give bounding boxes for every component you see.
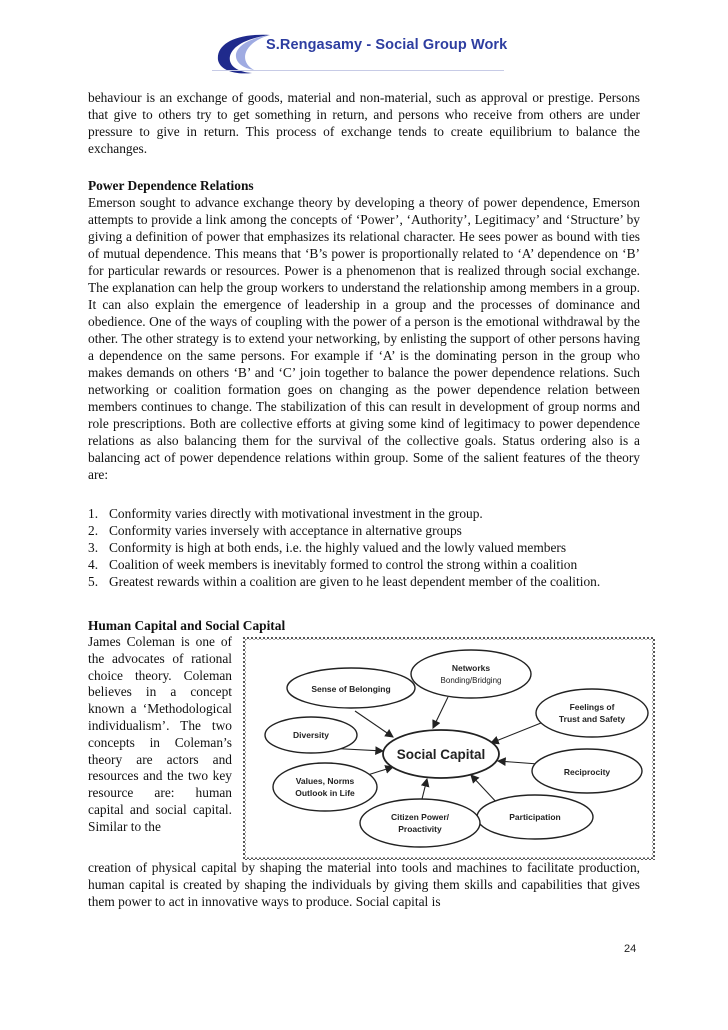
- node-citizen-label-2: Proactivity: [398, 824, 442, 834]
- arrow-reciprocity: [498, 761, 538, 764]
- list-item-text: Conformity varies directly with motivational investment in the group.: [109, 506, 483, 521]
- list-item-text: Conformity varies inversely with acceptance in alternative groups: [109, 523, 462, 538]
- coleman-paragraph: James Coleman is one of the advocates of rational choice theory. Coleman believes in a concept known a ‘Methodological individualism’. The two concepts in Coleman’s theory are actors and resources and the two key resource are: human capital and social capital. Similar to the: [88, 634, 232, 834]
- node-citizen-label-1: Citizen Power/: [390, 812, 450, 822]
- page-number: 24: [624, 943, 637, 955]
- node-social-capital-label: Social Capital: [396, 747, 486, 762]
- arrow-feelings: [491, 723, 541, 743]
- list-item: [88, 505, 640, 522]
- list-item-number: 3.: [88, 540, 99, 555]
- node-values-norms: [273, 763, 377, 811]
- node-feelings-trust-safety: [536, 689, 648, 737]
- list-item: [88, 556, 640, 573]
- human-capital-continuation: creation of physical capital by shaping the material into tools and machines to facilitate production, human capital is created by shaping the individuals by giving them skills and capabilities that gives them power to act in innovative ways to produce. Social capital is: [88, 860, 640, 909]
- list-item-text: Conformity is high at both ends, i.e. the highly valued and the lowly valued members: [109, 540, 567, 555]
- list-item-text: Coalition of week members is inevitably formed to control the strong within a coalition: [109, 557, 578, 572]
- list-item-number: 2.: [88, 523, 99, 538]
- list-item: [88, 522, 640, 539]
- node-citizen-power: [360, 799, 480, 847]
- node-feelings-label-1: Feelings of: [569, 702, 615, 712]
- list-item: [88, 573, 640, 590]
- intro-paragraph: behaviour is an exchange of goods, material and non-material, such as approval or prestige. Persons that give to others try to get something in return, and persons who receive from others are under pressure to give in return. This process of exchange tends to create equilibrium to balance the exchanges.: [88, 90, 640, 156]
- header-rule: [212, 70, 504, 71]
- power-dependence-paragraph: Emerson sought to advance exchange theory by developing a theory of power dependence, Emerson attempts to provide a link among the concepts of ‘Power’, ‘Authority’, Legitimacy’ and ‘Structure’ by giving a definition of power that emphasizes its relational character. He sees power as bound with ties of mutual dependence. This means that ‘B’s power is proportionally related to ‘A’ dependence on ‘B’ for particular rewards or resources. Power is a phenomenon that is realized through social exchange. The explanation can help the group workers to understand the relationship among members in a group. It can also explain the emergence of leadership in a group and the processes of dominance and obedience. One of the ways of coupling with the power of a person is the emotional withdrawal by the other. The other strategy is to extend your networking, by enlisting the support of other persons having a dependence on the same persons. For example if ‘A’ is the dominating person in the group who makes demands on others ‘B’ and ‘C’ join together to balance the power dependence relations. Such networking or coalition formation goes on changing as the power dependence relation between members continues to change. The stabilization of this can result in development of group norms and role prescriptions. Both are collective efforts at giving some kind of legitimacy to power dependence relations as also balancing them for the survival of the collective goals. Status ordering also is a balancing act of power dependence relations within group. Some of the salient features of the theory are:: [88, 195, 640, 482]
- heading-human-social-capital: Human Capital and Social Capital: [88, 618, 286, 633]
- node-networks-label: Networks: [451, 663, 491, 673]
- node-feelings-label-2: Trust and Safety: [558, 714, 626, 724]
- node-reciprocity-label: Reciprocity: [563, 767, 611, 777]
- node-networks-sub-label: Bonding/Bridging: [440, 676, 502, 685]
- heading-power-dependence: Power Dependence Relations: [88, 178, 254, 193]
- list-item: [88, 539, 640, 556]
- list-item-number: 5.: [88, 574, 99, 589]
- node-sense-of-belonging-label: Sense of Belonging: [311, 684, 391, 694]
- list-item-number: 1.: [88, 506, 99, 521]
- arrow-belonging: [355, 711, 393, 737]
- node-diversity-label: Diversity: [293, 730, 329, 740]
- arrow-networks: [433, 697, 448, 728]
- node-values-label-1: Values, Norms: [295, 776, 355, 786]
- node-values-label-2: Outlook in Life: [295, 788, 355, 798]
- node-participation-label: Participation: [509, 812, 561, 822]
- header-title: S.Rengasamy - Social Group Work: [266, 37, 508, 53]
- list-item-text: Greatest rewards within a coalition are given to he least dependent member of the coalition.: [109, 574, 601, 589]
- node-networks: [411, 650, 531, 698]
- social-capital-diagram: [243, 637, 655, 860]
- features-list: [88, 505, 640, 590]
- list-item-number: 4.: [88, 557, 99, 572]
